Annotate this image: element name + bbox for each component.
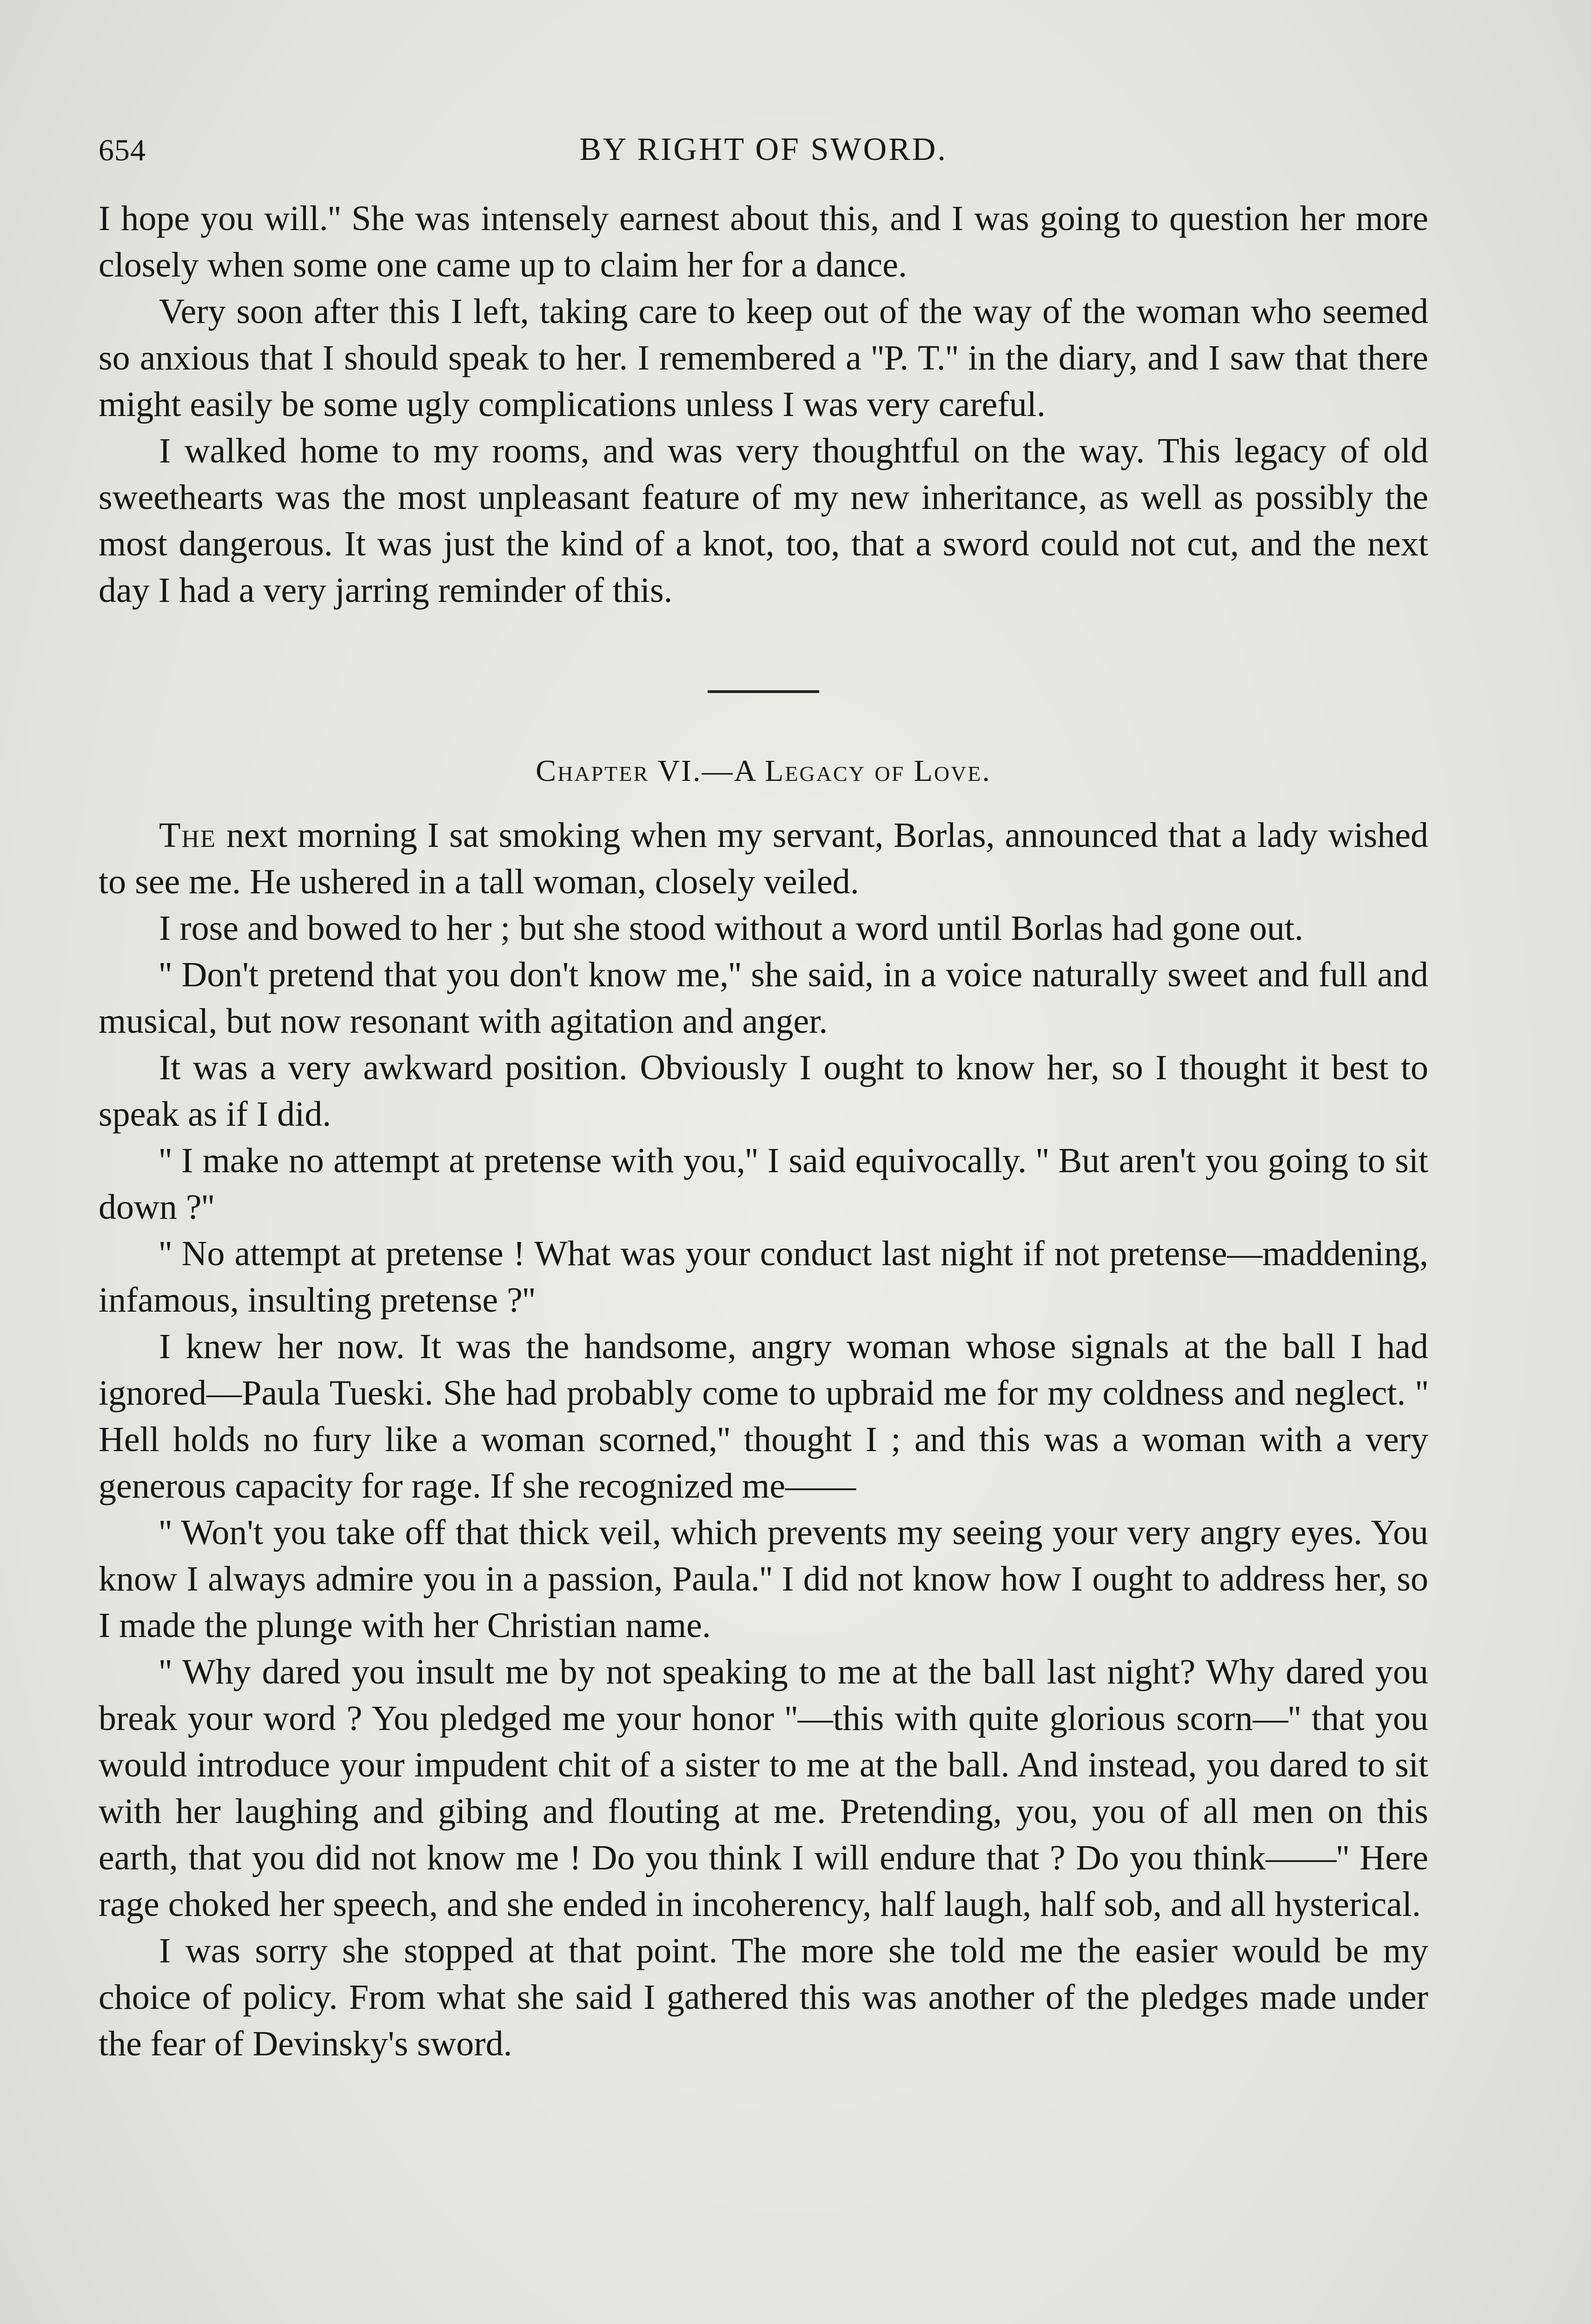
chapter-first-paragraph [99,812,1428,905]
paragraph: Very soon after this I left, taking care to keep out of the way of the woman who seemed so anxious that I should speak to her. I remembered a ''P. T.'' in the diary, and I saw that there might easily be some ugly complications unless I was very careful. [99,292,1428,424]
chapter-first-paragraph-text: next morning I sat smoking when my servant, Borlas, announced that a lady wished to see me. He ushered in a tall woman, closely veiled. [99,816,1428,901]
chapter-heading-text: Chapter VI.—A Legacy of Love. [536,754,991,788]
paragraph: '' Why dared you insult me by not speaking to me at the ball last night? Why dared you break your word ? You pledged me your honor ''—this with quite glorious scorn—'' that you would introduce your impudent chit of a sister to me at the ball. And instead, you dared to sit with her laughing and gibing and flouting at me. Pretending, you, you of all men on this earth, that you did not know me ! Do you think I will endure that ? Do you think——'' Here rage choked her speech, and she ended in incoherency, half laugh, half sob, and all hysterical. [99,1652,1428,1924]
chapter-heading [99,753,1428,789]
paragraph: '' Won't you take off that thick veil, which prevents my seeing your very angry eyes. You know I always admire you in a passion, Paula.'' I did not know how I ought to address her, so I made the plunge with her Christian name. [99,1513,1428,1645]
page-number: 654 [99,133,146,167]
running-title: BY RIGHT OF SWORD. [579,132,948,167]
paragraph: '' No attempt at pretense ! What was your conduct last night if not pretense—maddening, infamous, insulting pretense ?'' [99,1234,1428,1320]
paragraph: I rose and bowed to her ; but she stood without a word until Borlas had gone out. [159,909,1304,948]
paragraph: I knew her now. It was the handsome, angry woman whose signals at the ball I had ignored—Paula Tueski. She had probably come to upbraid me for my coldness and neglect. '' Hell holds no fury like a woman scorned,'' thought I ; and this was a woman with a very generous capacity for rage. If she recognized me—— [99,1327,1428,1505]
body-text [99,195,1428,2067]
chapter-first-word: The [159,816,217,855]
page-header [99,125,1428,176]
paragraph: It was a very awkward position. Obviously I ought to know her, so I thought it best to speak as if I did. [99,1048,1428,1134]
section-divider [708,690,819,693]
paragraph: '' Don't pretend that you don't know me,'' she said, in a voice naturally sweet and full and musical, but now resonant with agitation and anger. [99,955,1428,1041]
paragraph: '' I make no attempt at pretense with you,'' I said equivocally. '' But aren't you going to sit down ?'' [99,1141,1428,1227]
paragraph: I walked home to my rooms, and was very thoughtful on the way. This legacy of old sweethearts was the most unpleasant feature of my new inheritance, as well as possibly the most dangerous. It was just the kind of a knot, too, that a sword could not cut, and the next day I had a very jarring reminder of this. [99,431,1428,610]
paragraph: I was sorry she stopped at that point. The more she told me the easier would be my choice of policy. From what she said I gathered this was another of the pledges made under the fear of Devinsky's sword. [99,1931,1428,2063]
paragraph: I hope you will.'' She was intensely earnest about this, and I was going to question her more closely when some one came up to claim her for a dance. [99,199,1428,284]
